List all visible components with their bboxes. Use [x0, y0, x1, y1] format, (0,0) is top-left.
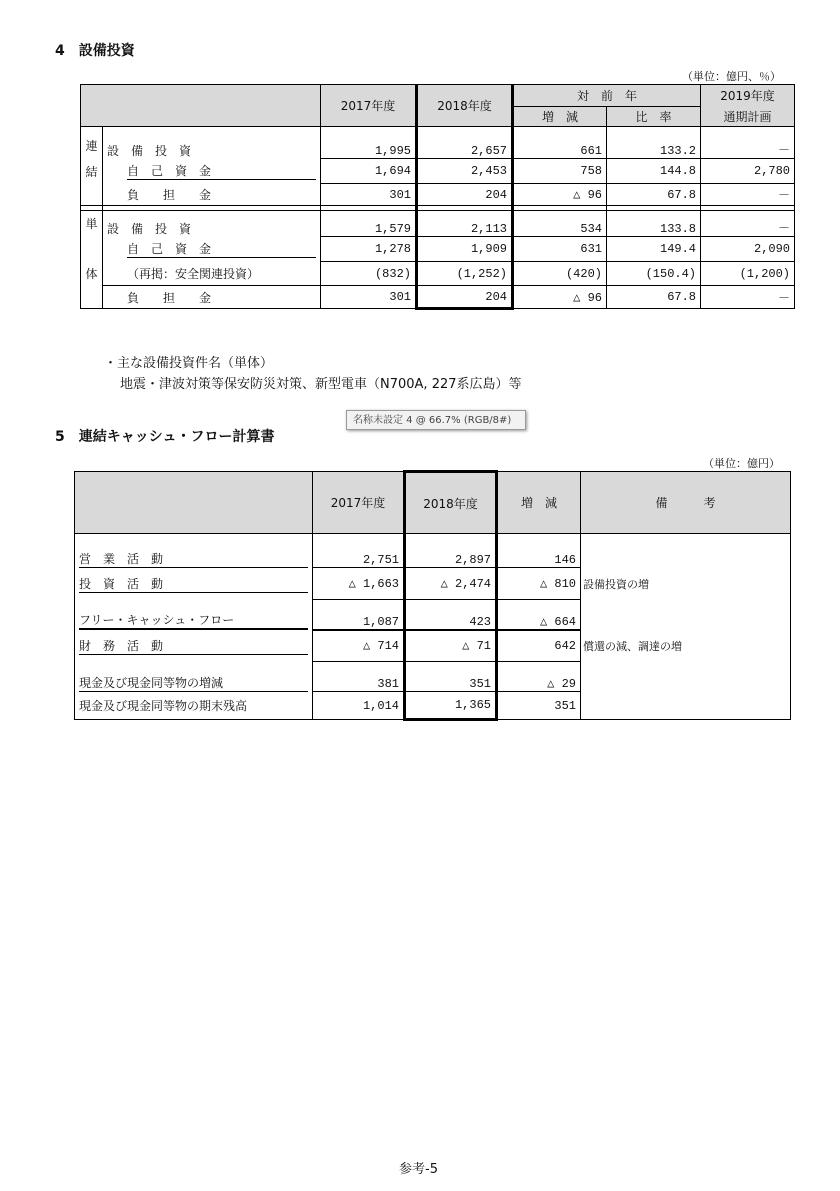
cell-plan: (1,200): [701, 262, 795, 286]
cf-cell-inc: △ 664: [497, 600, 581, 630]
cell-2017: 1,278: [321, 237, 417, 262]
cell-2018: 204: [417, 286, 513, 309]
cell-2017: 1,579: [321, 211, 417, 237]
row-label: 設 備 投 資: [103, 211, 321, 237]
cf-header-2018: 2018年度: [405, 472, 497, 534]
cf-cell-2017: 2,751: [313, 534, 405, 568]
cell-plan: 2,780: [701, 159, 795, 184]
section5-title: 5 連結キャッシュ・フロー計算書: [55, 429, 275, 445]
cell-inc: △ 96: [513, 184, 607, 206]
section4-title: 4 設備投資: [55, 43, 135, 59]
cell-plan: －: [701, 133, 795, 159]
cell-inc: 534: [513, 211, 607, 237]
cell-inc: 758: [513, 159, 607, 184]
cf-cell-2017: △ 714: [313, 630, 405, 662]
group-standalone-label-b: 体: [81, 262, 103, 286]
cell-inc: 631: [513, 237, 607, 262]
group-consolidated-label-a: 連: [81, 133, 103, 159]
cell-plan: －: [701, 211, 795, 237]
cell-2017: 301: [321, 286, 417, 309]
cell-2017: 1,694: [321, 159, 417, 184]
cf-row-label: フリー・キャッシュ・フロー: [79, 611, 308, 630]
cell-ratio: 133.2: [607, 133, 701, 159]
cf-header-remarks: 備 考: [581, 472, 791, 534]
document-tooltip: 名称未設定 4 @ 66.7% (RGB/8#): [346, 410, 526, 430]
cf-header-blank: [75, 472, 313, 534]
capex-note-items: 地震・津波対策等保安防災対策、新型電車（N700A, 227系広島）等: [120, 377, 522, 392]
cell-plan: －: [701, 286, 795, 309]
cf-row-label: 投 資 活 動: [79, 575, 308, 593]
cf-cell-inc: △ 810: [497, 568, 581, 600]
cf-row-label: 営 業 活 動: [79, 550, 308, 568]
header-2017: 2017年度: [321, 85, 417, 127]
header-plan-line2: 通期計画: [701, 107, 795, 127]
cell-ratio: 67.8: [607, 286, 701, 309]
row-label: 設 備 投 資: [103, 133, 321, 159]
cf-cell-remark: 設備投資の増: [581, 568, 791, 600]
page-number: 参考-5: [399, 1162, 438, 1177]
cell-2017: (832): [321, 262, 417, 286]
cell-2018: 204: [417, 184, 513, 206]
header-increase: 増 減: [513, 107, 607, 127]
cf-cell-2018: 351: [405, 662, 497, 692]
cell-2017: 301: [321, 184, 417, 206]
cell-2018: 1,909: [417, 237, 513, 262]
cell-ratio: 67.8: [607, 184, 701, 206]
cf-cell-2018: △ 2,474: [405, 568, 497, 600]
header-blank: [81, 85, 321, 127]
cell-plan: －: [701, 184, 795, 206]
row-label: （再掲：安全関連投資）: [103, 262, 321, 286]
cf-cell-inc: 642: [497, 630, 581, 662]
cf-row-label: 現金及び現金同等物の増減: [79, 674, 308, 692]
cf-header-increase: 増 減: [497, 472, 581, 534]
section5-unit: （単位：億円）: [703, 457, 780, 470]
cf-cell-2018: △ 71: [405, 630, 497, 662]
cf-cell-remark: 償還の減、調達の増: [581, 630, 791, 662]
cell-2017: 1,995: [321, 133, 417, 159]
cf-cell-2017: 1,087: [313, 600, 405, 630]
cell-ratio: 144.8: [607, 159, 701, 184]
cf-cell-inc: △ 29: [497, 662, 581, 692]
cell-2018: (1,252): [417, 262, 513, 286]
cell-ratio: 149.4: [607, 237, 701, 262]
cf-cell-remark: [581, 600, 791, 630]
group-standalone-label-a: 単: [81, 211, 103, 237]
cell-inc: 661: [513, 133, 607, 159]
cell-2018: 2,113: [417, 211, 513, 237]
cf-cell-2017: 1,014: [313, 692, 405, 720]
cf-cell-2017: 381: [313, 662, 405, 692]
cashflow-table: [74, 470, 791, 721]
cf-cell-2018: 423: [405, 600, 497, 630]
cell-ratio: 133.8: [607, 211, 701, 237]
cf-cell-remark: [581, 692, 791, 720]
row-label: 負 担 金: [103, 286, 321, 309]
cell-ratio: (150.4): [607, 262, 701, 286]
group-consolidated-label-b: 結: [81, 159, 103, 184]
cf-cell-remark: [581, 534, 791, 568]
header-ratio: 比 率: [607, 107, 701, 127]
header-yoy: 対 前 年: [513, 85, 701, 107]
cf-header-2017: 2017年度: [313, 472, 405, 534]
cf-row-label: 財 務 活 動: [79, 637, 308, 655]
header-2018: 2018年度: [417, 85, 513, 127]
capex-note-heading: ・主な設備投資件名（単体）: [104, 356, 274, 371]
cell-inc: (420): [513, 262, 607, 286]
cell-2018: 2,657: [417, 133, 513, 159]
cell-2018: 2,453: [417, 159, 513, 184]
cell-plan: 2,090: [701, 237, 795, 262]
cf-cell-2018: 1,365: [405, 692, 497, 720]
cf-cell-2017: △ 1,663: [313, 568, 405, 600]
section4-unit: （単位：億円、％）: [682, 70, 781, 83]
row-label: 自 己 資 金: [127, 162, 316, 180]
header-plan-line1: 2019年度: [701, 85, 795, 107]
row-label: 自 己 資 金: [127, 240, 316, 258]
cf-row-label: 現金及び現金同等物の期末残高: [75, 692, 313, 720]
row-label: 負 担 金: [103, 184, 321, 206]
cell-inc: △ 96: [513, 286, 607, 309]
cf-cell-inc: 351: [497, 692, 581, 720]
cf-cell-remark: [581, 662, 791, 692]
cf-cell-inc: 146: [497, 534, 581, 568]
cf-cell-2018: 2,897: [405, 534, 497, 568]
capex-table: [80, 84, 795, 310]
